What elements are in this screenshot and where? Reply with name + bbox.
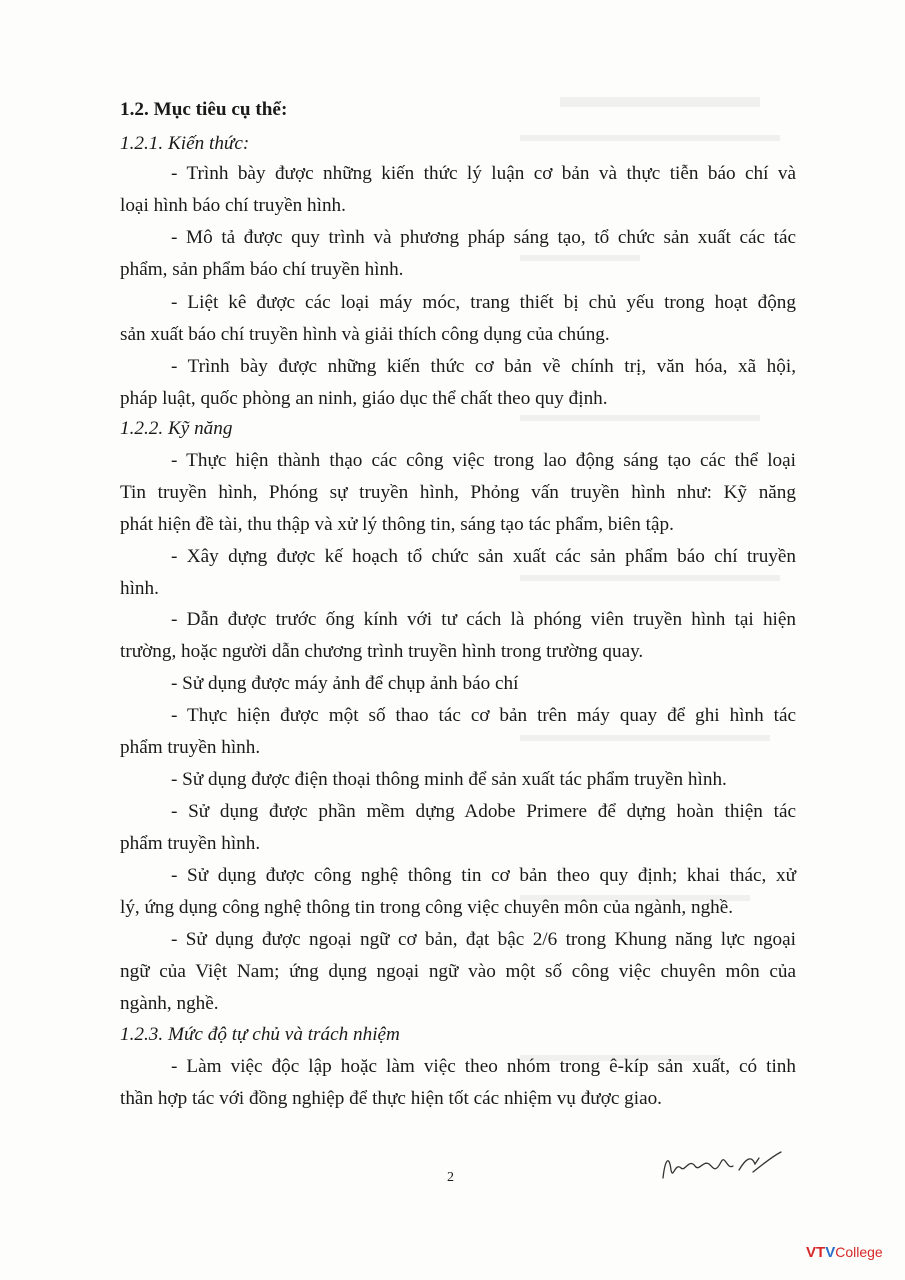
body-text-line: - Liệt kê được các loại máy móc, trang thiết bị chủ yếu trong hoạt động [171,292,796,313]
body-text-line: pháp luật, quốc phòng an ninh, giáo dục thể chất theo quy định. [120,388,608,409]
subsection-heading: 1.2.2. Kỹ năng [120,418,233,439]
body-text-line: - Dẫn được trước ống kính với tư cách là phóng viên truyền hình tại hiện [171,609,796,630]
body-text-line: - Trình bày được những kiến thức lý luận cơ bản và thực tiễn báo chí và [171,163,796,184]
body-text-line: ngành, nghề. [120,993,219,1014]
body-text-line: - Làm việc độc lập hoặc làm việc theo nhóm trong ê-kíp sản xuất, có tinh [171,1056,796,1077]
vtv-college-logo: VTVCollege [806,1244,883,1261]
body-text-line: - Sử dụng được phần mềm dựng Adobe Primere để dựng hoàn thiện tác [171,801,796,822]
body-text-line: hình. [120,578,159,599]
body-text-line: loại hình báo chí truyền hình. [120,195,346,216]
signature [655,1140,785,1190]
body-text-line: lý, ứng dụng công nghệ thông tin trong công việc chuyên môn của ngành, nghề. [120,897,734,918]
body-text-line: ngữ của Việt Nam; ứng dụng ngoại ngữ vào một số công việc chuyên môn của [120,961,796,982]
body-text-line: sản xuất báo chí truyền hình và giải thích công dụng của chúng. [120,324,610,345]
body-text-line: phát hiện đề tài, thu thập và xử lý thông tin, sáng tạo tác phẩm, biên tập. [120,514,674,535]
body-text-line: - Thực hiện thành thạo các công việc trong lao động sáng tạo các thể loại [171,450,796,471]
page-number: 2 [447,1170,454,1185]
body-text-line: Tin truyền hình, Phóng sự truyền hình, Phỏng vấn truyền hình như: Kỹ năng [120,482,796,503]
body-text-line: - Sử dụng được điện thoại thông minh để sản xuất tác phẩm truyền hình. [171,769,727,790]
body-text-line: - Sử dụng được máy ảnh để chụp ảnh báo chí [171,673,519,694]
body-text-line: phẩm truyền hình. [120,833,261,854]
body-text-line: - Thực hiện được một số thao tác cơ bản trên máy quay để ghi hình tác [171,705,796,726]
body-text-line: thần hợp tác với đồng nghiệp để thực hiện tốt các nhiệm vụ được giao. [120,1088,662,1109]
body-text-line: - Trình bày được những kiến thức cơ bản về chính trị, văn hóa, xã hội, [171,356,796,377]
body-text-line: phẩm truyền hình. [120,737,261,758]
body-text-line: - Sử dụng được công nghệ thông tin cơ bản theo quy định; khai thác, xử [171,865,796,886]
body-text-line: - Xây dựng được kế hoạch tổ chức sản xuất các sản phẩm báo chí truyền [171,546,796,567]
body-text-line: - Sử dụng được ngoại ngữ cơ bản, đạt bậc 2/6 trong Khung năng lực ngoại [171,929,796,950]
subsection-heading: 1.2.3. Mức độ tự chủ và trách nhiệm [120,1024,400,1045]
body-text-line: - Mô tả được quy trình và phương pháp sáng tạo, tổ chức sản xuất các tác [171,227,796,248]
section-heading: 1.2. Mục tiêu cụ thể: [120,99,288,120]
body-text-line: trường, hoặc người dẫn chương trình truyền hình trong trường quay. [120,641,644,662]
subsection-heading: 1.2.1. Kiến thức: [120,133,250,154]
body-text-line: phẩm, sản phẩm báo chí truyền hình. [120,259,404,280]
